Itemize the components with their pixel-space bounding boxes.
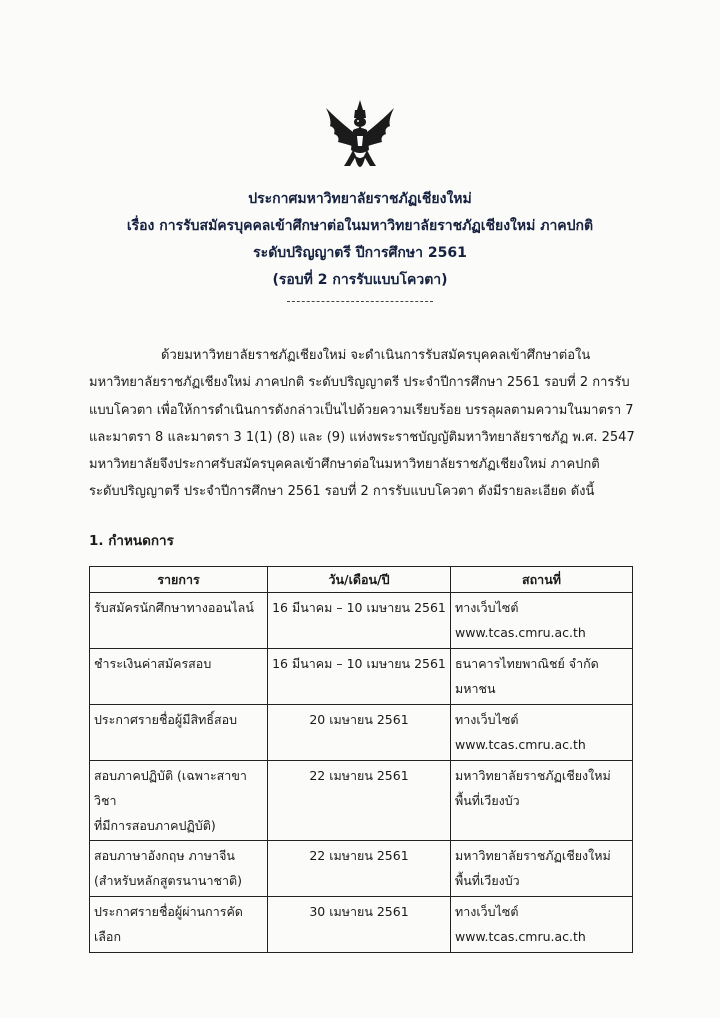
- date-cell: 30 เมษายน 2561: [268, 897, 451, 953]
- header-divider: [287, 301, 433, 302]
- body-line-5: มหาวิทยาลัยจึงประกาศรับสมัครบุคคลเข้าศึกษาต่อในมหาวิทยาลัยราชภัฏเชียงใหม่ ภาคปกติ: [89, 457, 600, 473]
- body-line-1: ด้วยมหาวิทยาลัยราชภัฏเชียงใหม่ จะดำเนินการรับสมัครบุคคลเข้าศึกษาต่อใน: [161, 348, 591, 363]
- item-cell: รับสมัครนักศึกษาทางออนไลน์: [90, 593, 268, 649]
- place-cell: ทางเว็บไซต์ www.tcas.cmru.ac.th: [451, 593, 633, 649]
- body-line-3: แบบโควตา เพื่อให้การดำเนินการดังกล่าวเป็นไปด้วยความเรียบร้อย บรรลุผลตามความในมาตรา 7: [89, 402, 634, 418]
- column-header: วัน/เดือน/ปี: [268, 567, 451, 593]
- table-row: [90, 761, 633, 841]
- header-line-4: (รอบที่ 2 การรับแบบโควตา): [272, 272, 448, 288]
- section-heading: 1. กำหนดการ: [89, 533, 174, 549]
- place-cell: ทางเว็บไซต์ www.tcas.cmru.ac.th: [451, 897, 633, 953]
- place-cell: ทางเว็บไซต์ www.tcas.cmru.ac.th: [451, 705, 633, 761]
- announcement-body: [89, 342, 637, 506]
- body-line-6: ระดับปริญญาตรี ประจำปีการศึกษา 2561 รอบที่ 2 การรับแบบโควตา ดังมีรายละเอียด ดังนี้: [89, 484, 595, 500]
- column-header: สถานที่: [451, 567, 633, 593]
- date-cell: 16 มีนาคม – 10 เมษายน 2561: [268, 593, 451, 649]
- table-row: [90, 897, 633, 953]
- table-row: [90, 705, 633, 761]
- place-cell: มหาวิทยาลัยราชภัฏเชียงใหม่ พื้นที่เวียงบัว: [451, 841, 633, 897]
- header-line-2: เรื่อง การรับสมัครบุคคลเข้าศึกษาต่อในมหาวิทยาลัยราชภัฏเชียงใหม่ ภาคปกติ: [126, 218, 594, 234]
- date-cell: 22 เมษายน 2561: [268, 761, 451, 841]
- table-row: [90, 649, 633, 705]
- announcement-header: [80, 186, 640, 294]
- date-cell: 20 เมษายน 2561: [268, 705, 451, 761]
- header-line-1: ประกาศมหาวิทยาลัยราชภัฏเชียงใหม่: [248, 191, 472, 207]
- date-cell: 22 เมษายน 2561: [268, 841, 451, 897]
- item-cell: สอบภาษาอังกฤษ ภาษาจีน (สำหรับหลักสูตรนานาชาติ): [90, 841, 268, 897]
- body-line-4: และมาตรา 8 และมาตรา 3 1(1) (8) และ (9) แห่งพระราชบัญญัติมหาวิทยาลัยราชภัฏ พ.ศ. 2547: [89, 429, 635, 445]
- table-header-row: [90, 567, 633, 593]
- garuda-emblem-icon: [322, 100, 398, 180]
- table-row: [90, 593, 633, 649]
- place-cell: มหาวิทยาลัยราชภัฏเชียงใหม่ พื้นที่เวียงบัว: [451, 761, 633, 841]
- place-cell: ธนาคารไทยพาณิชย์ จำกัด มหาชน: [451, 649, 633, 705]
- item-cell: ประกาศรายชื่อผู้มีสิทธิ์สอบ: [90, 705, 268, 761]
- item-cell: ประกาศรายชื่อผู้ผ่านการคัดเลือก: [90, 897, 268, 953]
- table-row: [90, 841, 633, 897]
- header-line-3: ระดับปริญญาตรี ปีการศึกษา 2561: [253, 245, 467, 261]
- item-cell: สอบภาคปฏิบัติ (เฉพาะสาขาวิชา ที่มีการสอบภาคปฏิบัติ): [90, 761, 268, 841]
- body-line-2: มหาวิทยาลัยราชภัฏเชียงใหม่ ภาคปกติ ระดับปริญญาตรี ประจำปีการศึกษา 2561 รอบที่ 2 การรับ: [89, 375, 630, 391]
- column-header: รายการ: [90, 567, 268, 593]
- date-cell: 16 มีนาคม – 10 เมษายน 2561: [268, 649, 451, 705]
- schedule-table: [89, 566, 633, 953]
- item-cell: ชำระเงินค่าสมัครสอบ: [90, 649, 268, 705]
